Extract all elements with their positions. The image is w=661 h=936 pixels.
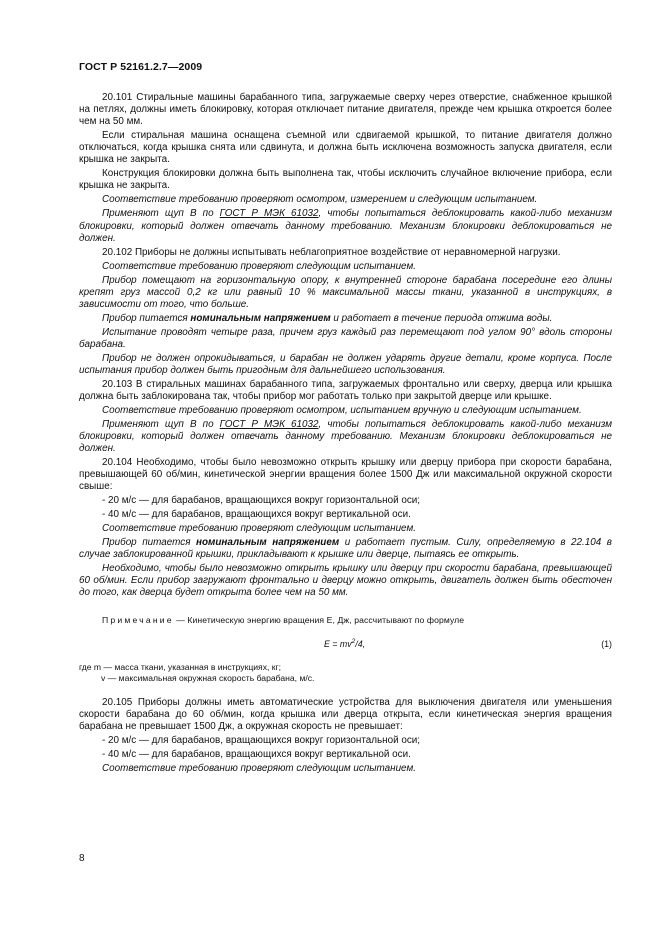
supply-rated-voltage-2	[79, 537, 612, 561]
page-number: 8	[79, 853, 85, 864]
supply-text-start-2: Прибор питается	[102, 537, 197, 549]
paragraph-removable-lid: Если стиральная машина оснащена съемной или сдвигаемой крышкой, то питание двигателя должно отключаться, когда крышка снята или сдвинута, и должна быть исключена возможность запуска двигателя, если крышка не закрыта.	[79, 130, 612, 166]
probe-text-start: Применяют щуп В по	[102, 208, 220, 220]
rated-voltage-term-2: номинальным напряжением	[196, 537, 340, 549]
list-item-horizontal-axis-2: - 20 м/с — для барабанов, вращающихся вокруг горизонтальной оси;	[102, 734, 421, 746]
probe-text-end-2: , чтобы попытаться деблокировать какой-либо механизм блокировки, который должен отвечать данному требованию. Механизм блокировки деблокироваться не должен.	[79, 418, 612, 455]
list-item-horizontal-axis: - 20 м/с — для барабанов, вращающихся вокруг горизонтальной оси;	[102, 495, 421, 507]
note	[79, 614, 612, 626]
list-item-vertical-axis: - 40 м/с — для барабанов, вращающихся вокруг вертикальной оси.	[102, 509, 411, 521]
probe-test-1	[79, 208, 612, 244]
legend-mass: где m — масса ткани, указанная в инструкциях, кг;	[79, 661, 282, 672]
formula-number: (1)	[601, 638, 612, 649]
rated-voltage-term: номинальным напряжением	[190, 312, 331, 324]
door-open-requirement: Необходимо, чтобы было невозможно открыть крышку или дверцу при скорости барабана, превышающей 60 об/мин. Если прибор загружают фронтально и дверцу можно открыть, двигатель должен быть обесточен до того, как дверца будет открыта более чем на 50 мм.	[79, 563, 612, 599]
list-item-vertical-axis-2: - 40 м/с — для барабанов, вращающихся вокруг вертикальной оси.	[102, 748, 411, 760]
formula-lhs: E = mv	[324, 638, 352, 649]
document-body	[79, 92, 612, 777]
compliance-check-5: Соответствие требованию проверяют следующим испытанием.	[102, 762, 416, 774]
compliance-check-1: Соответствие требованию проверяют осмотром, измерением и следующим испытанием.	[102, 194, 538, 206]
supply-text-start: Прибор питается	[102, 312, 191, 324]
standard-header: ГОСТ Р 52161.2.7—2009	[79, 61, 203, 73]
probe-test-2	[79, 419, 612, 455]
clause-20-101: 20.101 Стиральные машины барабанного типа, загружаемые сверху через отверстие, снабженное крышкой на петлях, должны иметь блокировку, которая отключает питание двигателя, прежде чем крышка откроется более чем на 50 мм.	[79, 92, 612, 128]
test-setup-load: Прибор помещают на горизонтальную опору, к внутренней стороне барабана посередине его длины крепят груз массой 0,2 кг или равный 10 % максимальной массы ткани, указанной в инструкциях, в зависимости от того, что больше.	[79, 274, 612, 310]
supply-text-end-2: и работает пустым. Силу, определяемую в 22.104 в случае заблокированной крышки, прикладывают к крышке или дверце, пытаясь ее открыть.	[79, 537, 612, 561]
clause-20-104: 20.104 Необходимо, чтобы было невозможно открыть крышку или дверцу прибора при скорости барабана, превышающей 60 об/мин, кинетической энергии вращения более 1500 Дж или максимальной окружной скорости свыше:	[79, 457, 612, 493]
formula-rhs: /4,	[355, 638, 366, 649]
probe-text-start-2: Применяют щуп В по	[102, 418, 220, 430]
test-repetition: Испытание проводят четыре раза, причем груз каждый раз перемещают под углом 90° вдоль стороны барабана.	[79, 326, 612, 350]
paragraph-interlock-design: Конструкция блокировки должна быть выполнена так, чтобы исключить случайное включение прибора, если крышка не закрыта.	[79, 168, 612, 192]
note-text: — Кинетическую энергию вращения E, Дж, рассчитывают по формуле	[173, 614, 465, 625]
test-criteria: Прибор не должен опрокидываться, и барабан не должен ударять другие детали, кроме корпуса. После испытания прибор должен быть пригодным для дальнейшего использования.	[79, 352, 612, 376]
note-label: Примечание	[102, 614, 174, 625]
supply-rated-voltage-1	[79, 313, 612, 325]
clause-20-103: 20.103 В стиральных машинах барабанного типа, загружаемых фронтально или сверху, дверца или крышка должна быть заблокирована так, чтобы прибор мог работать только при закрытой дверце или крышке.	[79, 378, 612, 402]
formula-kinetic-energy	[79, 638, 612, 652]
clause-20-105: 20.105 Приборы должны иметь автоматические устройства для выключения двигателя или уменьшения скорости барабана до 60 об/мин, когда крышка или дверца открыта, если кинетическая энергия вращения барабана не превышает 1500 Дж, а окружная скорость не превышает:	[79, 696, 612, 732]
legend-velocity: v — максимальная окружная скорость барабана, м/с.	[101, 673, 315, 684]
probe-text-end: , чтобы попытаться деблокировать какой-либо механизм блокировки, который должен отвечать данному требованию. Механизм блокировки деблокироваться не должен.	[79, 208, 612, 244]
clause-20-102: 20.102 Приборы не должны испытывать неблагоприятное воздействие от неравномерной нагрузки.	[102, 246, 561, 258]
gost-reference-link-2[interactable]: ГОСТ Р МЭК 61032	[219, 418, 319, 430]
compliance-check-4: Соответствие требованию проверяют следующим испытанием.	[102, 523, 416, 535]
gost-reference-link-1[interactable]: ГОСТ Р МЭК 61032	[219, 208, 319, 220]
spacer	[79, 685, 612, 697]
supply-text-end: и работает в течение периода отжима воды.	[330, 312, 553, 324]
compliance-check-2: Соответствие требованию проверяют следующим испытанием.	[102, 260, 416, 272]
formula-expression	[324, 638, 365, 650]
formula-exponent: 2	[351, 637, 356, 645]
compliance-check-3: Соответствие требованию проверяют осмотром, испытанием вручную и следующим испытанием.	[102, 404, 582, 416]
